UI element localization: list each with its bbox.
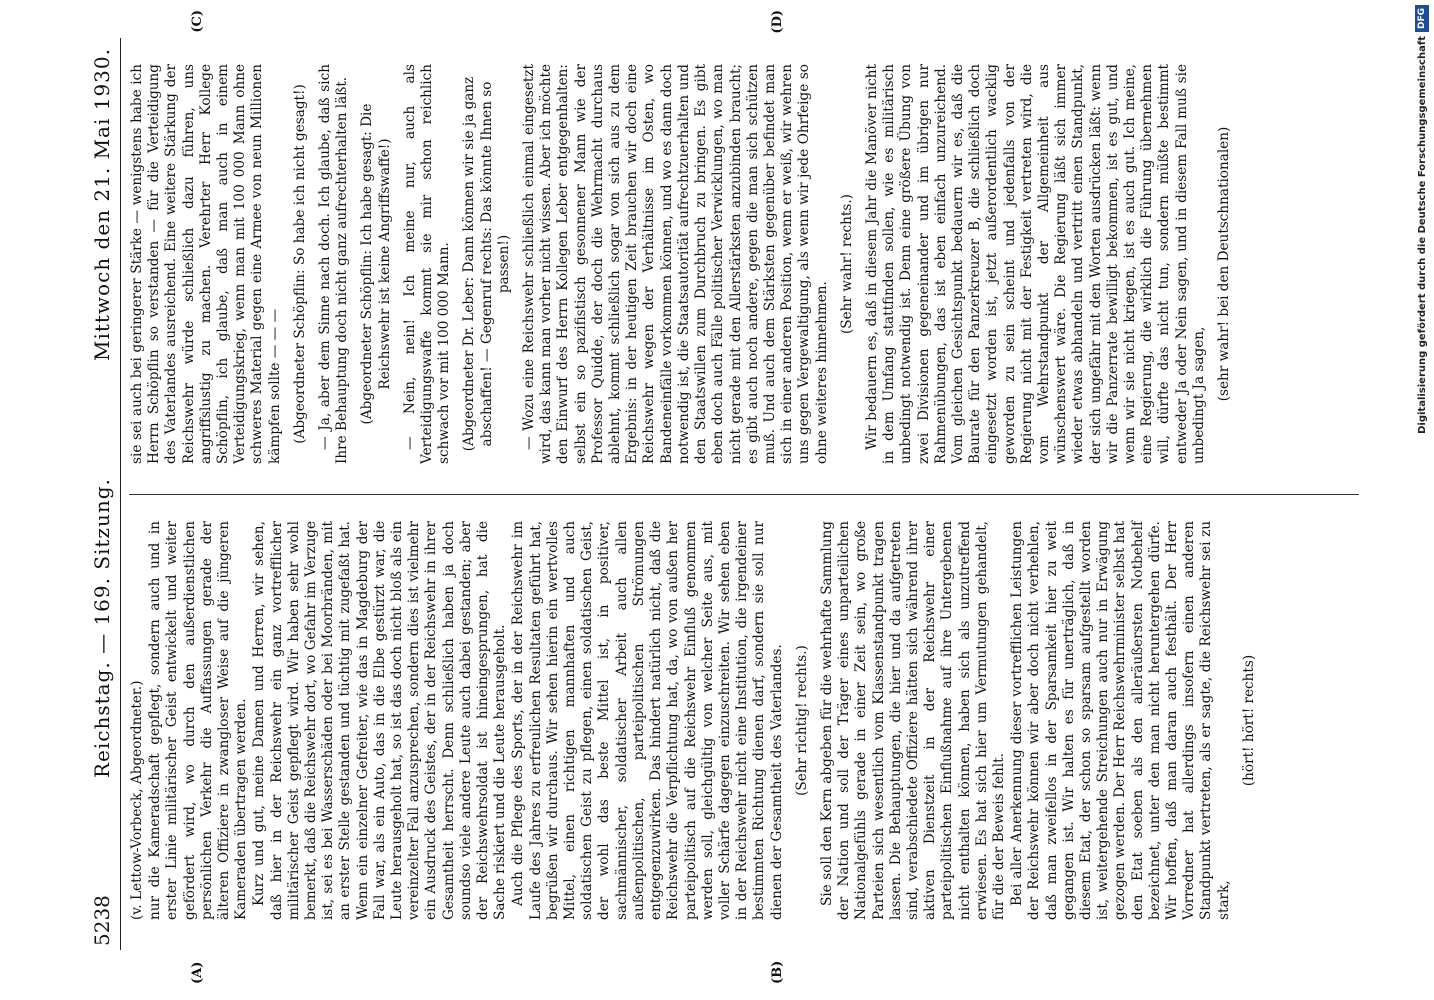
paragraph: Sie soll den Kern abgeben für die wehrhafte Sammlung der Nation und soll der Träger eines unparteilichen Nationalgefühls gerade in einer Zeit sein, wo große Parteien sich wesentlich vom Klassenstandpunkt tragen lassen. Die Behauptungen, die hier und da aufgetreten sind, verabschiedete Offiziere hätten sich während ihrer aktiven Dienstzeit in der Reichswehr einer parteipolitischen Einflußnahme auf ihre Untergebenen nicht enthalten können, haben sich als unzutreffend erwiesen. Es hat sich hier um Vermutungen gehandelt, für die der Beweis fehlt. — [818, 521, 1007, 920]
interjection: (Sehr richtig! rechts.) — [793, 645, 810, 796]
margin-marker-c: (C) — [190, 10, 205, 33]
paragraph: Kurz und gut, meine Damen und Herren, wir sehen, daß hier in der Reichswehr ein ganz vortrefflicher militärischer Geist gepflegt wird. Wir haben sehr wohl bemerkt, daß die Reichswehr dort, wo Gefahr im Verzuge ist, sei es bei Wasserschäden oder bei Moorbränden, mit an erster Stelle gestanden und tüchtig mit zugefaßt hat. Wenn ein einzelner Gefreiter, wie das in Magdeburg der Fall war, als ein Auto, das in die Elbe gestürzt war, die Leute herausgeholt hat, so ist das doch nicht bloß als ein vereinzelter Fall anzusprechen, sondern dies ist vielmehr ein Ausdruck des Geistes, der in der Reichswehr in ihrer Gesamtheit herrscht. Denn schließlich haben ja doch soundso viele andere Leute auch dabei gestanden; aber der Reichswehrsoldat ist hineingesprungen, hat die Sache riskiert und die Leute herausgeholt. — [251, 521, 509, 920]
margin-marker-a: (A) — [190, 961, 205, 984]
paragraph: Wir bedauern es, daß in diesem Jahr die Manöver nicht in dem Umfang stattfinden sollen, wie es militärisch unbedingt notwendig ist. Denn eine größere Übung von zwei Divisionen gegeneinander und im übrigen nur Rahmenübungen, das ist eben einfach unzureichend. Vom gleichen Gesichtspunkt bedauern wir es, daß die Baurate für den Panzerkreuzer B, die schließlich doch eingesetzt worden ist, jetzt außerordentlich wacklig geworden zu sein scheint und jedenfalls von der Regierung nicht mit der Festigkeit vertreten wird, die vom Wehrstandpunkt der Allgemeinheit aus wünschenswert wäre. Die Regierung läßt sich immer wieder etwas abhandeln und vertritt einen Standpunkt, der sich ungefähr mit den Worten ausdrücken läßt: wenn wir die Panzerrate bewilligt bekommen, ist es gut, und wenn wir sie nicht kriegen, ist es auch gut. Ich meine, eine Regierung, die wirklich die Führung übernehmen will, dürfte das nicht tun, sondern müßte bestimmt entweder Ja oder Nein sagen, und in diesem Fall muß sie unbedingt Ja sagen, — [863, 64, 1207, 464]
paragraph: Auch die Pflege des Sports, der in der Reichswehr im Laufe des Jahres zu erfreulichen Resultaten geführt hat, begrüßen wir durchaus. Wir sehen hierin ein wertvolles Mittel, einen richtigen mannhaften und auch soldatischen Geist zu pflegen, einen soldatischen Geist, der wohl das beste Mittel ist, in positiver, sachmännischer, soldatischer Arbeit auch allen außenpolitischen, parteipolitischen Strömungen entgegenzuwirken. Das hindert natürlich nicht, daß die Reichswehr die Verpflichtung hat, da, wo von außen her parteipolitisch auf die Reichswehr Einfluß genommen werden soll, gleichgültig von welcher Seite aus, mit voller Schärfe dagegen einzuschreiten. Wir sehen eben in der Reichswehr nicht eine Institution, die irgendeiner bestimmten Richtung dienen darf, sondern sie soll nur dienen der Gesamtheit des Vaterlandes. — [510, 521, 785, 920]
session-date: Mittwoch den 21. Mai 1930. — [90, 48, 114, 362]
rotated-document-page — [80, 10, 1410, 984]
interjection: (Abgeordneter Schöpflin: Ich habe gesagt: Die Reichswehr ist keine Angriffswaffe!) — [359, 103, 393, 425]
paragraph: — Nein, nein! Ich meine nur, auch als Verteidigungswaffe kommt sie mir schon reichlich schwach vor mit 100 000 Mann. — [401, 64, 453, 464]
interjection: (sehr wahr! bei den Deutschnationalen) — [1215, 126, 1232, 402]
digitization-credit — [1412, 5, 1432, 995]
interjection: (hört! hört! rechts) — [1240, 654, 1257, 787]
margin-marker-d: (D) — [770, 10, 785, 34]
interjection: (Sehr wahr! rechts.) — [838, 194, 855, 334]
paragraph: sie sei auch bei geringerer Stärke — wenigstens habe ich Herrn Schöpflin so verstanden — für die Verteidigung des Vaterlandes ausreichend. Eine weitere Stärkung der Reichswehr würde schließlich dazu führen, uns angriffslustig zu machen. Verehrter Herr Kollege Schöpflin, ich glaube, daß man auch in einem Verteidigungskrieg, wenn man mit 100 000 Mann ohne schweres Material gegen eine Armee von neun Millionen kämpfen sollte — — — — [129, 64, 283, 464]
page-header — [90, 38, 121, 950]
session-title: Reichstag. — 169. Sitzung. — [90, 478, 114, 779]
left-column — [129, 494, 1359, 984]
credit-text: Digitalisierung gefördert durch die Deutsche Forschungsgemeinschaft — [1416, 36, 1428, 434]
paragraph: — Wozu eine Reichswehr schließlich einmal eingesetzt wird, das kann man vorher nicht wissen. Aber ich möchte den Einwurf des Herrn Kollegen Leber entgegenhalten: selbst ein so pazifistisch gesonnener Mann wie der Professor Quidde, der doch die Wehrmacht durchaus ablehnt, kommt schließlich sogar von sich aus zu dem Ergebnis: in der heutigen Zeit brauchen wir doch eine Reichswehr wegen der Verhältnisse im Osten, wo Bandeneinfälle vorkommen können, und wo es dann doch notwendig ist, die Staatsautorität aufrechtzuerhalten und den Staatswillen zum Durchbruch zu bringen. Es gibt eben doch auch Fälle politischer Verwicklungen, wo man nicht gerade mit den Allerstärksten anzubinden braucht; es gibt auch noch andere, gegen die man sich schützen muß. Und auch dem Stärksten gegenüber befindet man sich in einer anderen Position, wenn er weiß, wir wehren uns gegen Vergewaltigung, als wenn wir jede Ohrfeige so ohne weiteres hinnehmen. — [521, 64, 830, 464]
paragraph: Bei aller Anerkennung dieser vortrefflichen Leistungen der Reichswehr können wir aber doch nicht verhehlen, daß man zweifellos in der Sparsamkeit hier zu weit gegangen ist. Wir halten es für unerträglich, daß in diesem Etat, der schon so sparsam aufgestellt worden ist, weitergehende Streichungen auch nur in Erwägung gezogen werden. Der Herr Reichswehrminister selbst hat den Etat soeben als den alleräußersten Notbehelf bezeichnet, unter den man nicht heruntergehen dürfe. Wir hoffen, daß man daran auch festhält. Der Herr Vorredner hat allerdings insofern einen anderen Standpunkt vertreten, als er sagte, die Reichswehr sei zu stark, — [1009, 521, 1232, 920]
paragraph: nur die Kameradschaft gepflegt, sondern auch und in erster Linie militärischer Geist entwickelt und weiter gefördert wird, wo durch den außerdienstlichen persönlichen Verkehr die Auffassungen gerade der älteren Offiziere in zwangloser Weise auf die jüngeren Kameraden übertragen werden. — [147, 521, 250, 920]
right-column — [129, 10, 1359, 494]
dfg-logo: DFG — [1415, 5, 1429, 32]
interjection: (Abgeordneter Schöpflin: So habe ich nicht gesagt!) — [291, 84, 308, 444]
paragraph: — Ja, aber dem Sinne nach doch. Ich glaube, daß sich Ihre Behauptung doch nicht ganz aufrechterhalten läßt. — [317, 64, 351, 464]
margin-marker-b: (B) — [770, 960, 785, 984]
page-number: 5238 — [90, 895, 114, 946]
interjection: (Abgeordneter Dr. Leber: Dann können wir sie ja ganz abschaffen! — Gegenruf rechts: Das könnte Ihnen so passen!) — [461, 76, 512, 452]
text-columns — [129, 10, 1359, 984]
speaker-line: (v. Lettow-Vorbeck, Abgeordneter.) — [129, 680, 145, 920]
